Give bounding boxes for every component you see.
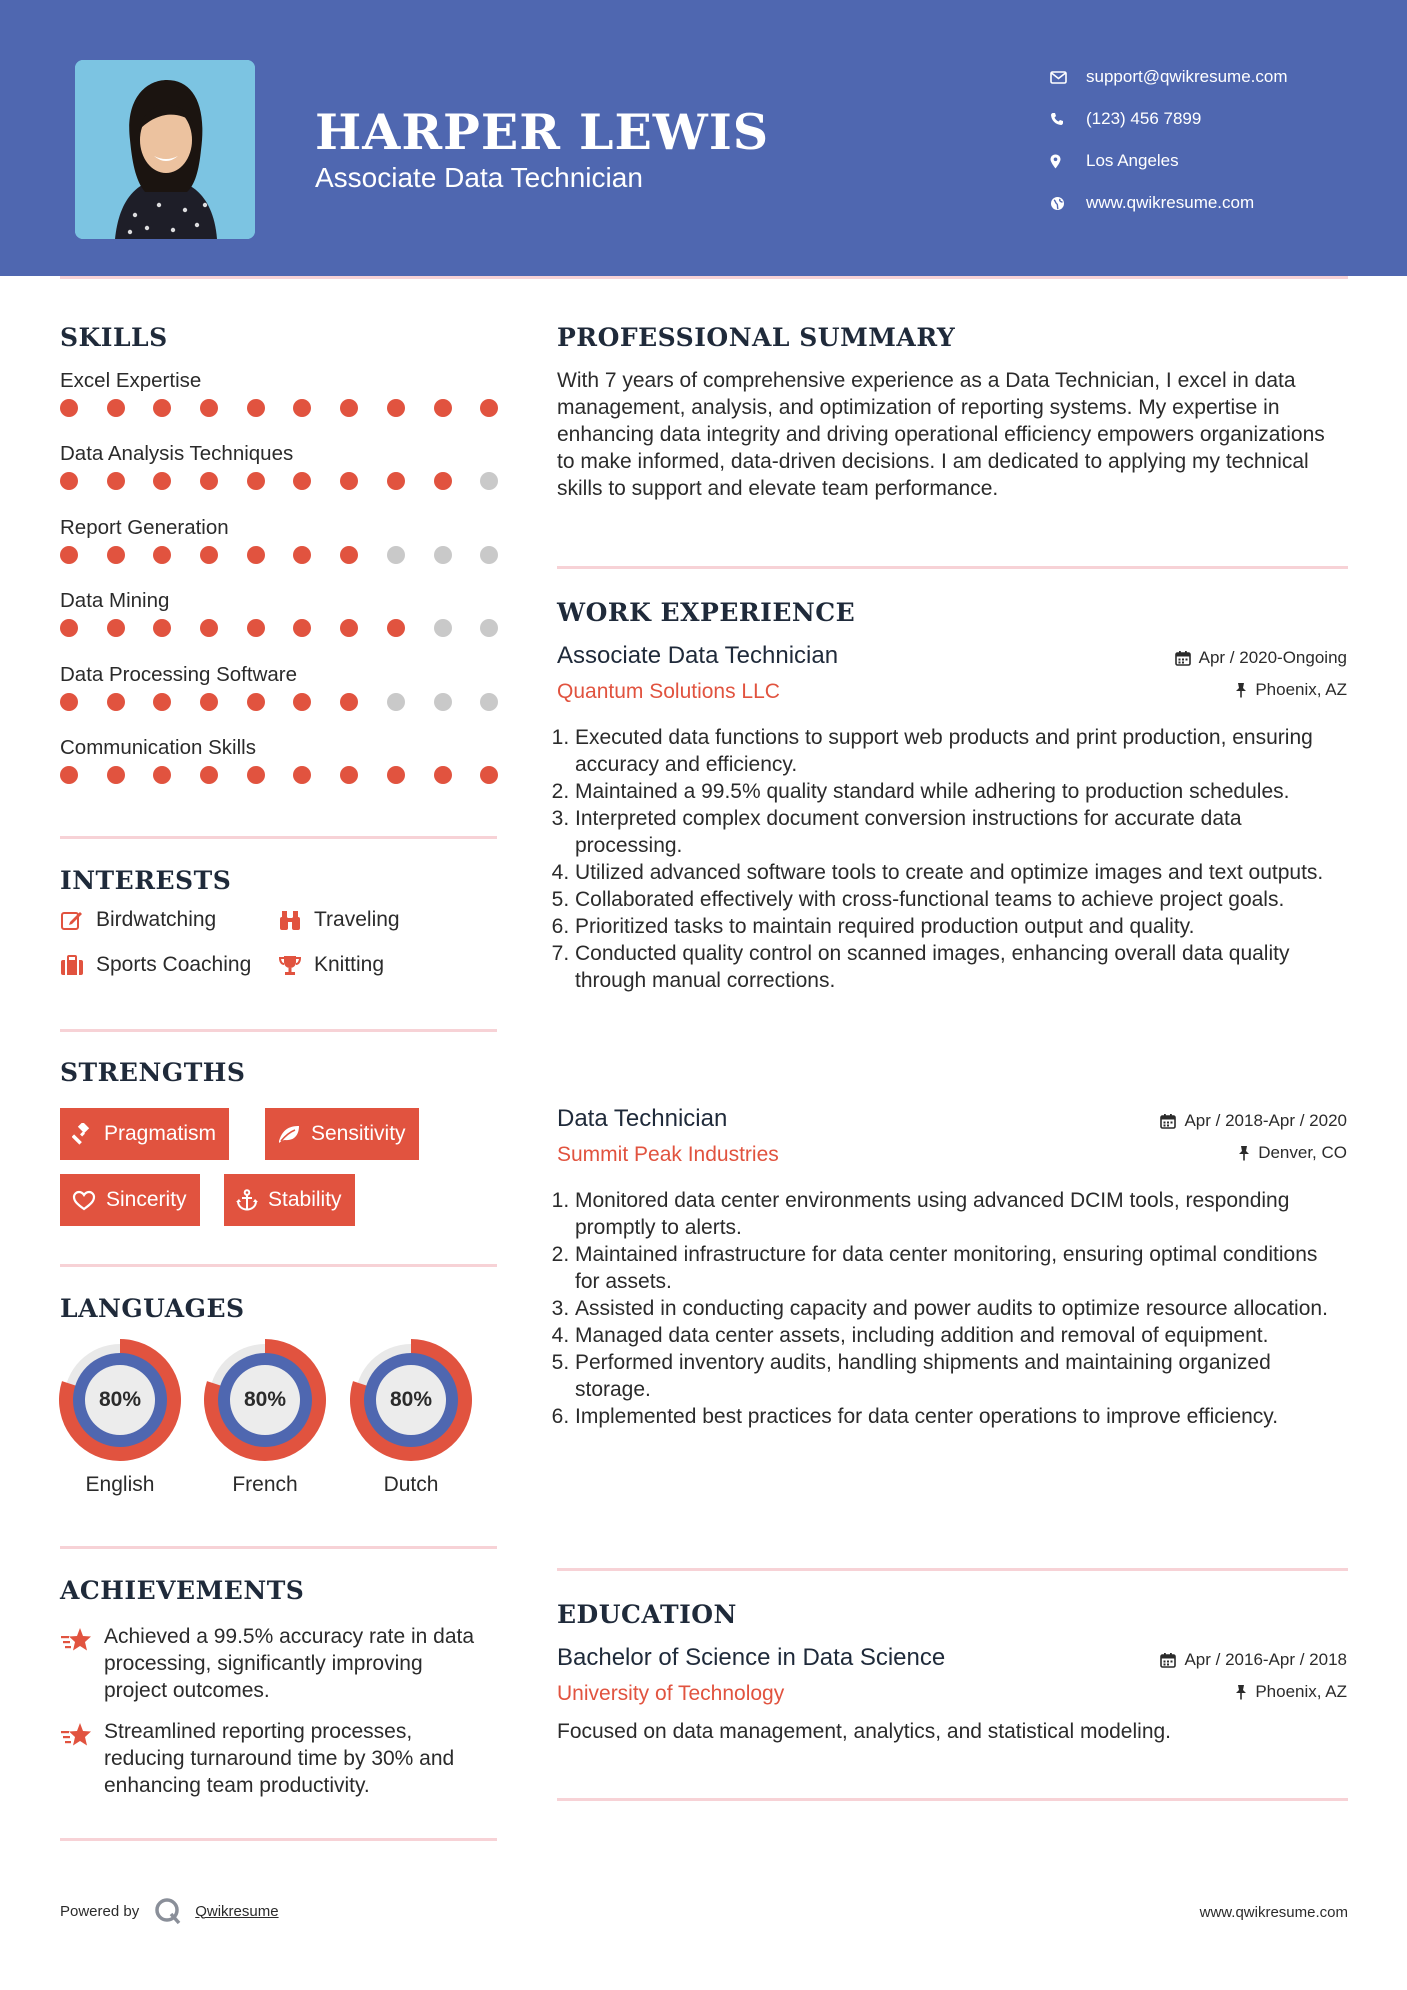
skill-rating bbox=[60, 693, 500, 711]
qwikresume-logo-icon bbox=[153, 1896, 183, 1926]
trophy-icon bbox=[278, 954, 302, 976]
rating-dot-filled bbox=[200, 546, 218, 564]
rating-dot-filled bbox=[107, 766, 125, 784]
rating-dot-filled bbox=[387, 619, 405, 637]
rating-dot-filled bbox=[340, 619, 358, 637]
skill-item bbox=[60, 367, 500, 440]
resume-header bbox=[0, 0, 1407, 276]
rating-dot-filled bbox=[153, 472, 171, 490]
skill-item bbox=[60, 661, 500, 734]
skill-item bbox=[60, 514, 500, 587]
language-item bbox=[59, 1339, 181, 1497]
rating-dot-filled bbox=[60, 546, 78, 564]
skill-rating bbox=[60, 619, 500, 637]
strengths-heading: STRENGTHS bbox=[60, 1058, 246, 1087]
interest-item bbox=[60, 953, 251, 977]
header-divider bbox=[60, 276, 1348, 279]
duty-item: 5. Collaborated effectively with cross-functional teams to achieve project goals. bbox=[575, 886, 1347, 913]
duty-item: 4. Utilized advanced software tools to create and optimize images and text outputs. bbox=[575, 859, 1347, 886]
rating-dot-empty bbox=[434, 546, 452, 564]
rating-dot-filled bbox=[60, 472, 78, 490]
section-divider bbox=[557, 566, 1348, 569]
candidate-title: Associate Data Technician bbox=[315, 162, 643, 193]
rating-dot-filled bbox=[60, 693, 78, 711]
contact-email[interactable] bbox=[1050, 56, 1380, 98]
rating-dot-filled bbox=[107, 472, 125, 490]
rating-dot-filled bbox=[153, 399, 171, 417]
footer-powered-by bbox=[60, 1896, 279, 1926]
language-percent: 80% bbox=[243, 1388, 287, 1411]
powered-by-text: Powered by bbox=[60, 1902, 140, 1920]
rating-dot-filled bbox=[247, 546, 265, 564]
skill-rating bbox=[60, 546, 500, 564]
language-item bbox=[350, 1339, 472, 1497]
phone-icon bbox=[1050, 112, 1086, 126]
strength-badge bbox=[224, 1174, 355, 1226]
rating-dot-filled bbox=[247, 399, 265, 417]
map-marker-icon bbox=[1050, 154, 1086, 169]
calendar-icon bbox=[1160, 1652, 1176, 1668]
skill-name: Data Analysis Techniques bbox=[60, 442, 294, 466]
qwikresume-link[interactable]: Qwikresume bbox=[195, 1902, 279, 1920]
rating-dot-filled bbox=[200, 693, 218, 711]
candidate-name: HARPER LEWIS bbox=[315, 103, 770, 161]
strength-label: Pragmatism bbox=[104, 1122, 217, 1145]
skill-name: Communication Skills bbox=[60, 735, 256, 759]
language-item bbox=[204, 1339, 326, 1497]
achievement-text: Achieved a 99.5% accuracy rate in data processing, significantly improving project outcomes. bbox=[104, 1625, 475, 1702]
education-date-text: Apr / 2016-Apr / 2018 bbox=[1184, 1650, 1347, 1669]
rating-dot-filled bbox=[387, 399, 405, 417]
education-date bbox=[1160, 1650, 1347, 1670]
contact-location bbox=[1050, 140, 1380, 182]
strength-badge bbox=[60, 1174, 200, 1226]
rating-dot-filled bbox=[387, 472, 405, 490]
skill-item bbox=[60, 440, 500, 513]
interest-label: Knitting bbox=[314, 953, 385, 976]
rating-dot-filled bbox=[247, 472, 265, 490]
interest-label: Sports Coaching bbox=[96, 953, 252, 976]
skill-name: Data Processing Software bbox=[60, 662, 298, 686]
strength-label: Sensitivity bbox=[311, 1122, 406, 1145]
rating-dot-filled bbox=[60, 619, 78, 637]
rating-dot-filled bbox=[293, 693, 311, 711]
briefcase-icon bbox=[60, 954, 84, 976]
envelope-icon bbox=[1050, 71, 1086, 84]
footer-website[interactable]: www.qwikresume.com bbox=[1199, 1904, 1348, 1921]
edit-icon bbox=[60, 909, 84, 931]
contact-website-text: www.qwikresume.com bbox=[1086, 193, 1255, 212]
calendar-icon bbox=[1175, 650, 1191, 666]
rating-dot-filled bbox=[293, 619, 311, 637]
contact-list bbox=[1050, 56, 1380, 224]
rating-dot-filled bbox=[293, 399, 311, 417]
duty-item: 1. Monitored data center environments using advanced DCIM tools, responding promptly to alerts. bbox=[575, 1187, 1347, 1241]
education-degree: Bachelor of Science in Data Science bbox=[557, 1644, 946, 1671]
job-date-text: Apr / 2020-Ongoing bbox=[1198, 648, 1347, 667]
language-name: French bbox=[232, 1473, 298, 1496]
rating-dot-filled bbox=[480, 766, 498, 784]
skill-name: Report Generation bbox=[60, 515, 229, 539]
interests-heading: INTERESTS bbox=[60, 866, 232, 895]
duty-item: 6. Prioritized tasks to maintain required production output and quality. bbox=[575, 913, 1347, 940]
experience-heading: WORK EXPERIENCE bbox=[557, 598, 856, 627]
rating-dot-filled bbox=[200, 619, 218, 637]
gavel-icon bbox=[72, 1123, 94, 1145]
duty-item: 4. Managed data center assets, including addition and removal of equipment. bbox=[575, 1322, 1347, 1349]
section-divider bbox=[60, 1546, 497, 1549]
contact-phone[interactable] bbox=[1050, 98, 1380, 140]
section-divider bbox=[60, 1029, 497, 1032]
languages-heading: LANGUAGES bbox=[60, 1294, 245, 1323]
rating-dot-filled bbox=[247, 766, 265, 784]
rating-dot-empty bbox=[480, 546, 498, 564]
profile-photo bbox=[75, 60, 255, 239]
job-location-text: Phoenix, AZ bbox=[1255, 680, 1347, 699]
rating-dot-filled bbox=[434, 766, 452, 784]
achievements-heading: ACHIEVEMENTS bbox=[60, 1576, 305, 1605]
language-name: English bbox=[85, 1473, 155, 1496]
rating-dot-empty bbox=[480, 693, 498, 711]
job-header bbox=[557, 1105, 1347, 1175]
interest-label: Traveling bbox=[314, 908, 400, 931]
rating-dot-filled bbox=[434, 472, 452, 490]
rating-dot-filled bbox=[293, 766, 311, 784]
education-header bbox=[557, 1644, 1347, 1714]
strength-badge bbox=[60, 1108, 229, 1160]
achievement-text: Streamlined reporting processes, reducing turnaround time by 30% and enhancing team productivity. bbox=[104, 1720, 455, 1797]
rating-dot-filled bbox=[340, 693, 358, 711]
skill-item bbox=[60, 587, 500, 660]
rating-dot-filled bbox=[480, 399, 498, 417]
skill-rating bbox=[60, 399, 500, 417]
rating-dot-filled bbox=[107, 619, 125, 637]
pushpin-icon bbox=[1235, 682, 1247, 698]
anchor-icon bbox=[236, 1189, 258, 1211]
rating-dot-empty bbox=[480, 472, 498, 490]
language-percent: 80% bbox=[389, 1388, 433, 1411]
duty-item: 2. Maintained a 99.5% quality standard while adhering to production schedules. bbox=[575, 778, 1347, 805]
duty-item: 7. Conducted quality control on scanned images, enhancing overall data quality through manual corrections. bbox=[575, 940, 1347, 994]
leaf-icon bbox=[277, 1124, 301, 1144]
rating-dot-filled bbox=[60, 399, 78, 417]
rating-dot-filled bbox=[107, 399, 125, 417]
duty-item: 3. Assisted in conducting capacity and power audits to optimize resource allocation. bbox=[575, 1295, 1347, 1322]
rating-dot-filled bbox=[107, 693, 125, 711]
section-divider bbox=[60, 836, 497, 839]
rating-dot-filled bbox=[200, 766, 218, 784]
rating-dot-filled bbox=[247, 619, 265, 637]
skill-name: Data Mining bbox=[60, 589, 170, 613]
duty-item: 2. Maintained infrastructure for data center monitoring, ensuring optimal conditions for assets. bbox=[575, 1241, 1347, 1295]
interest-item bbox=[278, 908, 400, 932]
rating-dot-filled bbox=[293, 546, 311, 564]
rating-dot-filled bbox=[153, 766, 171, 784]
binoculars-icon bbox=[278, 909, 302, 931]
job-location bbox=[1238, 1143, 1347, 1163]
rating-dot-filled bbox=[200, 472, 218, 490]
rating-dot-filled bbox=[340, 546, 358, 564]
skills-list bbox=[60, 367, 500, 807]
rating-dot-filled bbox=[247, 693, 265, 711]
rating-dot-empty bbox=[434, 619, 452, 637]
rating-dot-filled bbox=[387, 766, 405, 784]
pushpin-icon bbox=[1235, 1684, 1247, 1700]
heart-icon bbox=[72, 1190, 96, 1211]
education-location bbox=[1235, 1682, 1347, 1702]
rating-dot-filled bbox=[340, 766, 358, 784]
job-header bbox=[557, 642, 1347, 712]
rating-dot-filled bbox=[60, 766, 78, 784]
skill-rating bbox=[60, 766, 500, 784]
rating-dot-filled bbox=[153, 619, 171, 637]
education-school: University of Technology bbox=[557, 1682, 785, 1705]
skills-heading: SKILLS bbox=[60, 323, 168, 352]
interest-item bbox=[278, 953, 384, 977]
rating-dot-empty bbox=[387, 693, 405, 711]
duty-item: 3. Interpreted complex document conversion instructions for accurate data processing. bbox=[575, 805, 1347, 859]
globe-icon bbox=[1050, 196, 1086, 211]
rating-dot-empty bbox=[434, 693, 452, 711]
rating-dot-filled bbox=[153, 693, 171, 711]
summary-text: With 7 years of comprehensive experience as a Data Technician, I excel in data management, analysis, and optimization of reporting systems. My expertise in enhancing data integrity and driving operational efficiency empowers organizations to make informed, data-driven decisions. I am dedicated to applying my technical skills to support and elevate team performance. bbox=[557, 369, 1325, 500]
education-heading: EDUCATION bbox=[557, 1600, 737, 1629]
summary-heading: PROFESSIONAL SUMMARY bbox=[557, 323, 956, 352]
contact-location-text: Los Angeles bbox=[1086, 151, 1179, 170]
language-percent: 80% bbox=[98, 1388, 142, 1411]
education-description: Focused on data management, analytics, and statistical modeling. bbox=[557, 1720, 1172, 1743]
strength-badge bbox=[265, 1108, 419, 1160]
job-location-text: Denver, CO bbox=[1258, 1143, 1347, 1162]
job-company: Summit Peak Industries bbox=[557, 1143, 779, 1166]
pushpin-icon bbox=[1238, 1145, 1250, 1161]
section-divider bbox=[557, 1568, 1348, 1571]
contact-website[interactable] bbox=[1050, 182, 1380, 224]
skill-name: Excel Expertise bbox=[60, 369, 202, 392]
rating-dot-filled bbox=[200, 399, 218, 417]
job-date bbox=[1160, 1111, 1347, 1131]
section-divider bbox=[557, 1798, 1348, 1801]
job-title: Data Technician bbox=[557, 1105, 728, 1132]
star-icon bbox=[60, 1718, 104, 1799]
job-date-text: Apr / 2018-Apr / 2020 bbox=[1184, 1111, 1347, 1130]
rating-dot-filled bbox=[434, 399, 452, 417]
skill-rating bbox=[60, 472, 500, 490]
section-divider bbox=[60, 1264, 497, 1267]
language-name: Dutch bbox=[383, 1473, 439, 1496]
rating-dot-filled bbox=[293, 472, 311, 490]
job-date bbox=[1175, 648, 1347, 668]
job-duties bbox=[557, 1187, 1347, 1430]
rating-dot-filled bbox=[107, 546, 125, 564]
contact-email-text: support@qwikresume.com bbox=[1086, 67, 1288, 86]
achievement-item bbox=[60, 1623, 480, 1704]
education-location-text: Phoenix, AZ bbox=[1255, 1682, 1347, 1701]
job-title: Associate Data Technician bbox=[557, 642, 839, 669]
rating-dot-filled bbox=[153, 546, 171, 564]
interest-label: Birdwatching bbox=[96, 908, 217, 931]
rating-dot-filled bbox=[340, 399, 358, 417]
skill-item bbox=[60, 734, 500, 807]
duty-item: 5. Performed inventory audits, handling shipments and maintaining organized storage. bbox=[575, 1349, 1347, 1403]
contact-phone-text: (123) 456 7899 bbox=[1086, 109, 1202, 128]
rating-dot-empty bbox=[480, 619, 498, 637]
job-duties bbox=[557, 724, 1347, 994]
strength-label: Stability bbox=[268, 1188, 342, 1211]
star-icon bbox=[60, 1623, 104, 1704]
duty-item: 6. Implemented best practices for data center operations to improve efficiency. bbox=[575, 1403, 1347, 1430]
rating-dot-filled bbox=[340, 472, 358, 490]
job-location bbox=[1235, 680, 1347, 700]
section-divider bbox=[60, 1838, 497, 1841]
achievement-item bbox=[60, 1718, 480, 1799]
rating-dot-empty bbox=[387, 546, 405, 564]
calendar-icon bbox=[1160, 1113, 1176, 1129]
job-company: Quantum Solutions LLC bbox=[557, 680, 780, 703]
interest-item bbox=[60, 908, 216, 932]
duty-item: 1. Executed data functions to support web products and print production, ensuring accuracy and efficiency. bbox=[575, 724, 1347, 778]
strength-label: Sincerity bbox=[106, 1188, 187, 1211]
